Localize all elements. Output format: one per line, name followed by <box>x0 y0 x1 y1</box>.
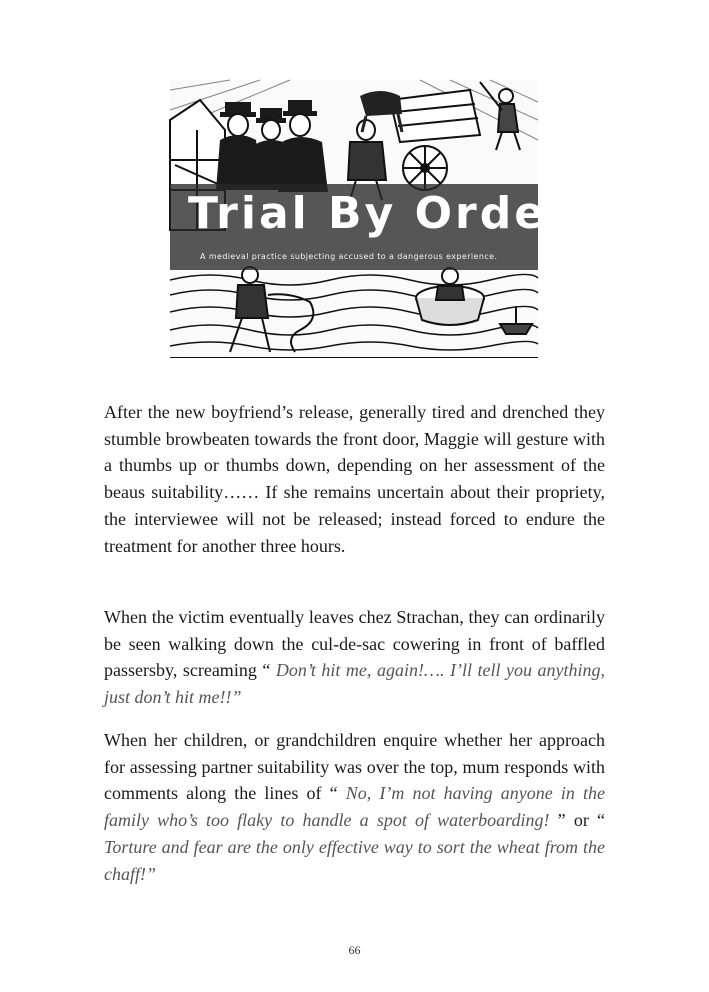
illustration-title: Trial By Ordeal <box>188 188 598 239</box>
paragraph-2-quote: Don’t hit me, again!…. I’ll tell you anything, just don’t hit me!!” <box>104 660 606 708</box>
paragraph-2 <box>104 604 605 711</box>
paragraph-3 <box>104 727 605 887</box>
trial-by-ordeal-illustration <box>170 80 598 358</box>
paragraph-3-text: When her children, or grandchildren enquire whether her approach for assessing partner suitability was over the top, mum responds with comments along the lines of “ <box>104 730 605 804</box>
paragraph-2-text: When the victim eventually leaves chez Strachan, they can ordinarily be seen walking down the cul-de-sac cowering in front of baffled passersby, screaming “ <box>104 607 605 681</box>
paragraph-1: After the new boyfriend’s release, generally tired and drenched they stumble browbeaten towards the front door, Maggie will gesture with a thumbs up or thumbs down, depending on her assessment of the beaus suitability…… If she remains uncertain about their propriety, the interviewee will not be released; instead forced to endure the treatment for another three hours. <box>104 402 605 556</box>
illustration-subtitle: A medieval practice subjecting accused to a dangerous experience. <box>200 252 498 261</box>
paragraph-3-quote-2: Torture and fear are the only effective way to sort the wheat from the chaff!” <box>104 836 605 884</box>
paragraph-3-quote-1: No, I’m not having anyone in the family who’s too flaky to handle a spot of waterboarding! <box>104 783 605 831</box>
page-number: 66 <box>348 943 361 957</box>
paragraph-3-connector: ” or “ <box>557 810 605 831</box>
